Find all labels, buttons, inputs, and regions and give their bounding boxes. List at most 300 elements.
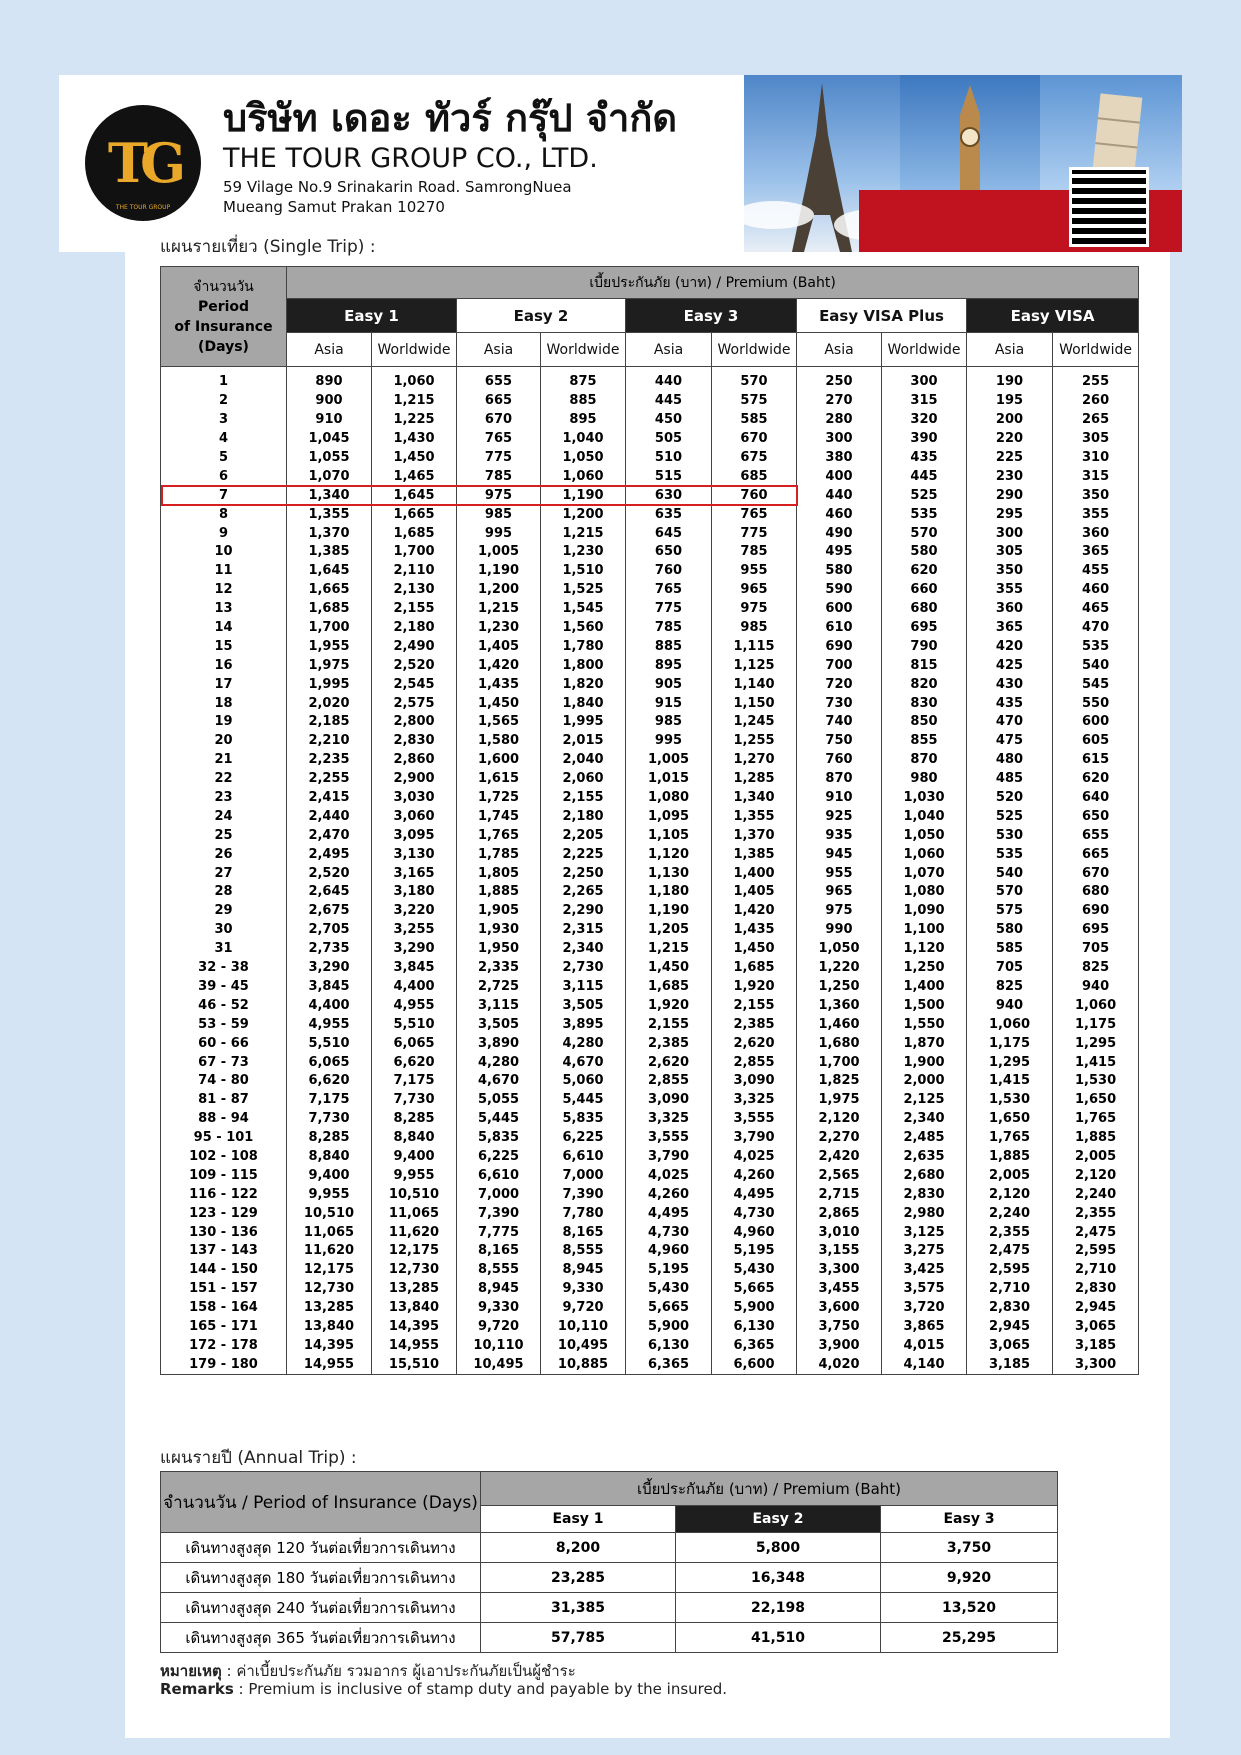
premium-cell: 3,790 <box>712 1129 797 1148</box>
table-row <box>161 619 1139 638</box>
premium-cell: 465 <box>1053 600 1139 619</box>
table-row <box>161 902 1139 921</box>
premium-cell: 1,080 <box>626 789 712 808</box>
premium-cell: 1,230 <box>541 543 626 562</box>
premium-cell: 5,430 <box>712 1261 797 1280</box>
premium-cell: 765 <box>626 581 712 600</box>
premium-cell: 570 <box>882 524 967 543</box>
premium-cell: 2,000 <box>882 1072 967 1091</box>
premium-cell: 4,400 <box>287 996 372 1015</box>
premium-cell: 5,430 <box>626 1280 712 1299</box>
premium-cell: 255 <box>1053 367 1139 392</box>
premium-cell: 2,270 <box>797 1129 882 1148</box>
premium-cell: 10,510 <box>287 1204 372 1223</box>
premium-cell: 3,090 <box>712 1072 797 1091</box>
premium-cell: 1,220 <box>797 959 882 978</box>
premium-cell: 910 <box>287 411 372 430</box>
premium-cell: 1,120 <box>626 845 712 864</box>
table-row <box>161 694 1139 713</box>
premium-cell: 785 <box>457 467 541 486</box>
premium-cell: 1,685 <box>287 600 372 619</box>
premium-cell: 1,840 <box>541 694 626 713</box>
sub-header-worldwide: Worldwide <box>1053 333 1139 367</box>
premium-cell: 4,025 <box>712 1148 797 1167</box>
premium-cell: 1,525 <box>541 581 626 600</box>
premium-cell: 570 <box>712 367 797 392</box>
premium-cell: 965 <box>797 883 882 902</box>
premium-cell: 10,510 <box>372 1185 457 1204</box>
premium-cell: 900 <box>287 392 372 411</box>
premium-cell: 5,835 <box>541 1110 626 1129</box>
period-cell: 32 - 38 <box>161 959 287 978</box>
premium-cell: 955 <box>797 864 882 883</box>
premium-cell: 985 <box>626 713 712 732</box>
premium-cell: 13,285 <box>287 1299 372 1318</box>
premium-cell: 1,645 <box>287 562 372 581</box>
premium-cell: 9,400 <box>372 1148 457 1167</box>
premium-cell: 4,730 <box>626 1223 712 1242</box>
premium-cell: 1,420 <box>712 902 797 921</box>
annual-plan-easy-3: Easy 3 <box>881 1506 1058 1533</box>
premium-cell: 6,620 <box>372 1053 457 1072</box>
premium-cell: 830 <box>882 694 967 713</box>
premium-cell: 750 <box>797 732 882 751</box>
premium-cell: 1,355 <box>287 505 372 524</box>
premium-cell: 3,060 <box>372 807 457 826</box>
premium-cell: 5,835 <box>457 1129 541 1148</box>
premium-cell: 1,340 <box>287 486 372 505</box>
sub-header-asia: Asia <box>287 333 372 367</box>
period-cell: 6 <box>161 467 287 486</box>
period-cell: 46 - 52 <box>161 996 287 1015</box>
remark-en <box>160 1680 727 1698</box>
premium-cell: 700 <box>797 656 882 675</box>
premium-cell: 365 <box>1053 543 1139 562</box>
premium-cell: 605 <box>1053 732 1139 751</box>
premium-cell: 740 <box>797 713 882 732</box>
premium-cell: 2,385 <box>626 1034 712 1053</box>
premium-cell: 760 <box>626 562 712 581</box>
premium-cell: 580 <box>797 562 882 581</box>
premium-cell: 430 <box>967 675 1053 694</box>
premium-cell: 5,195 <box>626 1261 712 1280</box>
premium-cell: 5,510 <box>372 1015 457 1034</box>
premium-cell: 4,020 <box>797 1355 882 1374</box>
sub-header-asia: Asia <box>626 333 712 367</box>
premium-cell: 2,575 <box>372 694 457 713</box>
premium-cell: 540 <box>1053 656 1139 675</box>
table-row <box>161 959 1139 978</box>
premium-cell: 6,620 <box>287 1072 372 1091</box>
annual-premium-cell: 5,800 <box>676 1533 881 1563</box>
premium-cell: 670 <box>1053 864 1139 883</box>
premium-cell: 3,425 <box>882 1261 967 1280</box>
premium-cell: 2,130 <box>372 581 457 600</box>
premium-cell: 8,555 <box>541 1242 626 1261</box>
premium-cell: 3,185 <box>1053 1336 1139 1355</box>
premium-cell: 1,190 <box>626 902 712 921</box>
premium-cell: 510 <box>626 449 712 468</box>
premium-cell: 6,610 <box>541 1148 626 1167</box>
premium-cell: 885 <box>541 392 626 411</box>
table-row <box>161 807 1139 826</box>
period-header-en-2: of Insurance <box>174 318 273 335</box>
premium-cell: 495 <box>797 543 882 562</box>
period-cell: 12 <box>161 581 287 600</box>
table-row <box>161 770 1139 789</box>
premium-cell: 1,005 <box>457 543 541 562</box>
premium-cell: 1,650 <box>1053 1091 1139 1110</box>
premium-cell: 2,340 <box>882 1110 967 1129</box>
premium-cell: 10,495 <box>541 1336 626 1355</box>
premium-cell: 3,275 <box>882 1242 967 1261</box>
premium-cell: 7,175 <box>372 1072 457 1091</box>
premium-cell: 1,700 <box>372 543 457 562</box>
premium-cell: 2,440 <box>287 807 372 826</box>
premium-cell: 1,975 <box>287 656 372 675</box>
premium-cell: 2,945 <box>1053 1299 1139 1318</box>
premium-cell: 940 <box>967 996 1053 1015</box>
premium-cell: 290 <box>967 486 1053 505</box>
table-row <box>161 845 1139 864</box>
premium-cell: 2,225 <box>541 845 626 864</box>
premium-cell: 300 <box>882 367 967 392</box>
premium-cell: 660 <box>882 581 967 600</box>
premium-cell: 2,120 <box>797 1110 882 1129</box>
premium-cell: 3,115 <box>541 978 626 997</box>
period-cell: 28 <box>161 883 287 902</box>
remark-en-text: : Premium is inclusive of stamp duty and payable by the insured. <box>233 1680 728 1698</box>
premium-cell: 5,055 <box>457 1091 541 1110</box>
premium-cell: 3,505 <box>457 1015 541 1034</box>
premium-cell: 2,680 <box>882 1166 967 1185</box>
period-cell: 130 - 136 <box>161 1223 287 1242</box>
period-cell: 144 - 150 <box>161 1261 287 1280</box>
premium-cell: 2,855 <box>712 1053 797 1072</box>
premium-cell: 2,545 <box>372 675 457 694</box>
premium-cell: 2,620 <box>712 1034 797 1053</box>
premium-cell: 1,430 <box>372 430 457 449</box>
premium-cell: 1,215 <box>372 392 457 411</box>
premium-cell: 435 <box>882 449 967 468</box>
period-cell: 19 <box>161 713 287 732</box>
premium-cell: 4,140 <box>882 1355 967 1374</box>
premium-cell: 1,050 <box>541 449 626 468</box>
premium-cell: 1,190 <box>541 486 626 505</box>
premium-cell: 8,165 <box>541 1223 626 1242</box>
premium-cell: 1,510 <box>541 562 626 581</box>
premium-cell: 1,215 <box>457 600 541 619</box>
table-row <box>161 467 1139 486</box>
premium-cell: 4,670 <box>457 1072 541 1091</box>
premium-cell: 315 <box>1053 467 1139 486</box>
premium-cell: 2,040 <box>541 751 626 770</box>
premium-cell: 350 <box>1053 486 1139 505</box>
annual-period-cell: เดินทางสูงสุด 120 วันต่อเที่ยวการเดินทาง <box>161 1533 481 1563</box>
annual-trip-table <box>160 1471 1058 1653</box>
premium-cell: 9,720 <box>457 1318 541 1337</box>
period-cell: 9 <box>161 524 287 543</box>
premium-cell: 1,060 <box>372 367 457 392</box>
premium-cell: 2,110 <box>372 562 457 581</box>
premium-cell: 680 <box>1053 883 1139 902</box>
premium-cell: 6,130 <box>626 1336 712 1355</box>
premium-cell: 11,065 <box>372 1204 457 1223</box>
premium-cell: 2,945 <box>967 1318 1053 1337</box>
period-cell: 10 <box>161 543 287 562</box>
premium-cell: 1,885 <box>1053 1129 1139 1148</box>
premium-cell: 1,060 <box>1053 996 1139 1015</box>
premium-cell: 1,685 <box>712 959 797 978</box>
premium-cell: 7,775 <box>457 1223 541 1242</box>
premium-cell: 1,545 <box>541 600 626 619</box>
premium-cell: 2,005 <box>1053 1148 1139 1167</box>
table-row <box>161 864 1139 883</box>
premium-cell: 1,140 <box>712 675 797 694</box>
annual-premium-cell: 31,385 <box>481 1593 676 1623</box>
premium-cell: 785 <box>626 619 712 638</box>
annual-period-header: จำนวนวัน / Period of Insurance (Days) <box>161 1472 481 1533</box>
table-row <box>161 600 1139 619</box>
premium-cell: 1,820 <box>541 675 626 694</box>
premium-cell: 1,385 <box>287 543 372 562</box>
premium-cell: 1,450 <box>372 449 457 468</box>
premium-cell: 1,885 <box>967 1148 1053 1167</box>
premium-cell: 575 <box>967 902 1053 921</box>
premium-cell: 1,015 <box>626 770 712 789</box>
premium-cell: 535 <box>882 505 967 524</box>
premium-cell: 2,620 <box>626 1053 712 1072</box>
table-row <box>161 656 1139 675</box>
premium-cell: 765 <box>712 505 797 524</box>
premium-cell: 1,405 <box>712 883 797 902</box>
premium-cell: 425 <box>967 656 1053 675</box>
premium-cell: 1,295 <box>1053 1034 1139 1053</box>
table-row <box>161 1034 1139 1053</box>
period-cell: 8 <box>161 505 287 524</box>
premium-cell: 1,550 <box>882 1015 967 1034</box>
premium-cell: 400 <box>797 467 882 486</box>
table-row <box>161 392 1139 411</box>
premium-cell: 535 <box>1053 637 1139 656</box>
premium-cell: 4,495 <box>712 1185 797 1204</box>
premium-cell: 1,975 <box>797 1091 882 1110</box>
premium-cell: 14,955 <box>287 1355 372 1374</box>
period-cell: 4 <box>161 430 287 449</box>
premium-cell: 1,870 <box>882 1034 967 1053</box>
annual-trip-title: แผนรายปี (Annual Trip) : <box>160 1448 357 1468</box>
premium-cell: 480 <box>967 751 1053 770</box>
premium-cell: 1,700 <box>287 619 372 638</box>
table-row <box>161 543 1139 562</box>
premium-cell: 2,015 <box>541 732 626 751</box>
premium-cell: 695 <box>1053 921 1139 940</box>
premium-cell: 825 <box>1053 959 1139 978</box>
premium-cell: 2,485 <box>882 1129 967 1148</box>
premium-cell: 3,185 <box>967 1355 1053 1374</box>
premium-cell: 1,360 <box>797 996 882 1015</box>
premium-cell: 535 <box>967 845 1053 864</box>
premium-cell: 855 <box>882 732 967 751</box>
premium-cell: 2,240 <box>967 1204 1053 1223</box>
premium-cell: 2,340 <box>541 940 626 959</box>
premium-cell: 2,470 <box>287 826 372 845</box>
premium-cell: 3,155 <box>797 1242 882 1261</box>
premium-cell: 585 <box>967 940 1053 959</box>
annual-plan-easy-1: Easy 1 <box>481 1506 676 1533</box>
premium-cell: 14,955 <box>372 1336 457 1355</box>
premium-cell: 870 <box>882 751 967 770</box>
premium-cell: 3,845 <box>287 978 372 997</box>
qr-code-icon[interactable] <box>1069 167 1149 247</box>
table-row <box>161 732 1139 751</box>
period-cell: 179 - 180 <box>161 1355 287 1374</box>
premium-cell: 670 <box>457 411 541 430</box>
premium-cell: 1,565 <box>457 713 541 732</box>
premium-cell: 825 <box>967 978 1053 997</box>
premium-cell: 1,765 <box>1053 1110 1139 1129</box>
premium-cell: 6,610 <box>457 1166 541 1185</box>
period-cell: 29 <box>161 902 287 921</box>
premium-cell: 8,285 <box>287 1129 372 1148</box>
premium-cell: 8,945 <box>541 1261 626 1280</box>
table-row <box>161 921 1139 940</box>
period-cell: 24 <box>161 807 287 826</box>
premium-cell: 645 <box>626 524 712 543</box>
premium-cell: 5,445 <box>457 1110 541 1129</box>
premium-cell: 955 <box>712 562 797 581</box>
premium-cell: 705 <box>967 959 1053 978</box>
premium-cell: 2,980 <box>882 1204 967 1223</box>
premium-cell: 570 <box>967 883 1053 902</box>
premium-cell: 3,290 <box>287 959 372 978</box>
premium-cell: 460 <box>797 505 882 524</box>
premium-cell: 3,300 <box>797 1261 882 1280</box>
premium-cell: 1,920 <box>626 996 712 1015</box>
premium-cell: 485 <box>967 770 1053 789</box>
premium-cell: 2,715 <box>797 1185 882 1204</box>
period-cell: 14 <box>161 619 287 638</box>
premium-cell: 2,520 <box>372 656 457 675</box>
premium-cell: 620 <box>1053 770 1139 789</box>
premium-cell: 2,125 <box>882 1091 967 1110</box>
premium-cell: 875 <box>541 367 626 392</box>
premium-cell: 10,110 <box>457 1336 541 1355</box>
premium-cell: 3,255 <box>372 921 457 940</box>
annual-trip-rows <box>161 1533 1058 1653</box>
annual-premium-cell: 23,285 <box>481 1563 676 1593</box>
premium-cell: 1,400 <box>712 864 797 883</box>
plan-header-easy-3: Easy 3 <box>626 299 797 333</box>
premium-cell: 975 <box>797 902 882 921</box>
table-row <box>161 430 1139 449</box>
table-row <box>161 1318 1139 1337</box>
table-row <box>161 1204 1139 1223</box>
premium-cell: 3,095 <box>372 826 457 845</box>
premium-cell: 2,490 <box>372 637 457 656</box>
premium-cell: 1,370 <box>712 826 797 845</box>
premium-cell: 1,685 <box>626 978 712 997</box>
premium-cell: 1,645 <box>372 486 457 505</box>
premium-cell: 1,905 <box>457 902 541 921</box>
premium-cell: 670 <box>712 430 797 449</box>
premium-cell: 230 <box>967 467 1053 486</box>
premium-cell: 1,780 <box>541 637 626 656</box>
premium-cell: 760 <box>797 751 882 770</box>
premium-cell: 1,215 <box>626 940 712 959</box>
premium-cell: 695 <box>882 619 967 638</box>
premium-cell: 665 <box>457 392 541 411</box>
annual-premium-header: เบี้ยประกันภัย (บาท) / Premium (Baht) <box>481 1472 1058 1506</box>
premium-cell: 1,765 <box>457 826 541 845</box>
premium-cell: 1,340 <box>712 789 797 808</box>
premium-cell: 600 <box>797 600 882 619</box>
premium-cell: 1,665 <box>287 581 372 600</box>
premium-cell: 1,805 <box>457 864 541 883</box>
premium-cell: 585 <box>712 411 797 430</box>
period-cell: 16 <box>161 656 287 675</box>
premium-cell: 1,530 <box>1053 1072 1139 1091</box>
premium-cell: 1,055 <box>287 449 372 468</box>
premium-cell: 7,175 <box>287 1091 372 1110</box>
premium-cell: 1,650 <box>967 1110 1053 1129</box>
period-cell: 165 - 171 <box>161 1318 287 1337</box>
premium-cell: 1,045 <box>287 430 372 449</box>
premium-cell: 1,250 <box>882 959 967 978</box>
premium-cell: 3,030 <box>372 789 457 808</box>
premium-cell: 4,495 <box>626 1204 712 1223</box>
premium-cell: 3,555 <box>712 1110 797 1129</box>
table-row <box>161 1166 1139 1185</box>
premium-cell: 5,665 <box>626 1299 712 1318</box>
premium-cell: 435 <box>967 694 1053 713</box>
premium-cell: 2,800 <box>372 713 457 732</box>
premium-cell: 1,100 <box>882 921 967 940</box>
premium-cell: 5,060 <box>541 1072 626 1091</box>
premium-cell: 985 <box>457 505 541 524</box>
premium-cell: 2,595 <box>967 1261 1053 1280</box>
plan-header-easy-1: Easy 1 <box>287 299 457 333</box>
premium-cell: 2,675 <box>287 902 372 921</box>
premium-cell: 6,225 <box>541 1129 626 1148</box>
premium-cell: 3,575 <box>882 1280 967 1299</box>
premium-cell: 1,450 <box>626 959 712 978</box>
table-row <box>161 1280 1139 1299</box>
company-logo <box>85 105 201 221</box>
premium-cell: 7,390 <box>457 1204 541 1223</box>
premium-cell: 1,060 <box>967 1015 1053 1034</box>
premium-cell: 2,185 <box>287 713 372 732</box>
premium-cell: 4,670 <box>541 1053 626 1072</box>
period-header-th: จำนวนวัน <box>193 278 254 295</box>
annual-premium-cell: 22,198 <box>676 1593 881 1623</box>
table-row <box>161 1355 1139 1374</box>
table-row <box>161 940 1139 959</box>
premium-cell: 890 <box>287 367 372 392</box>
premium-cell: 6,065 <box>287 1053 372 1072</box>
annual-period-cell: เดินทางสูงสุด 180 วันต่อเที่ยวการเดินทาง <box>161 1563 481 1593</box>
premium-cell: 2,710 <box>967 1280 1053 1299</box>
premium-cell: 790 <box>882 637 967 656</box>
premium-cell: 1,450 <box>457 694 541 713</box>
premium-cell: 12,175 <box>372 1242 457 1261</box>
premium-cell: 11,065 <box>287 1223 372 1242</box>
period-cell: 81 - 87 <box>161 1091 287 1110</box>
premium-cell: 2,240 <box>1053 1185 1139 1204</box>
premium-cell: 995 <box>457 524 541 543</box>
premium-cell: 2,120 <box>1053 1166 1139 1185</box>
premium-cell: 1,415 <box>967 1072 1053 1091</box>
